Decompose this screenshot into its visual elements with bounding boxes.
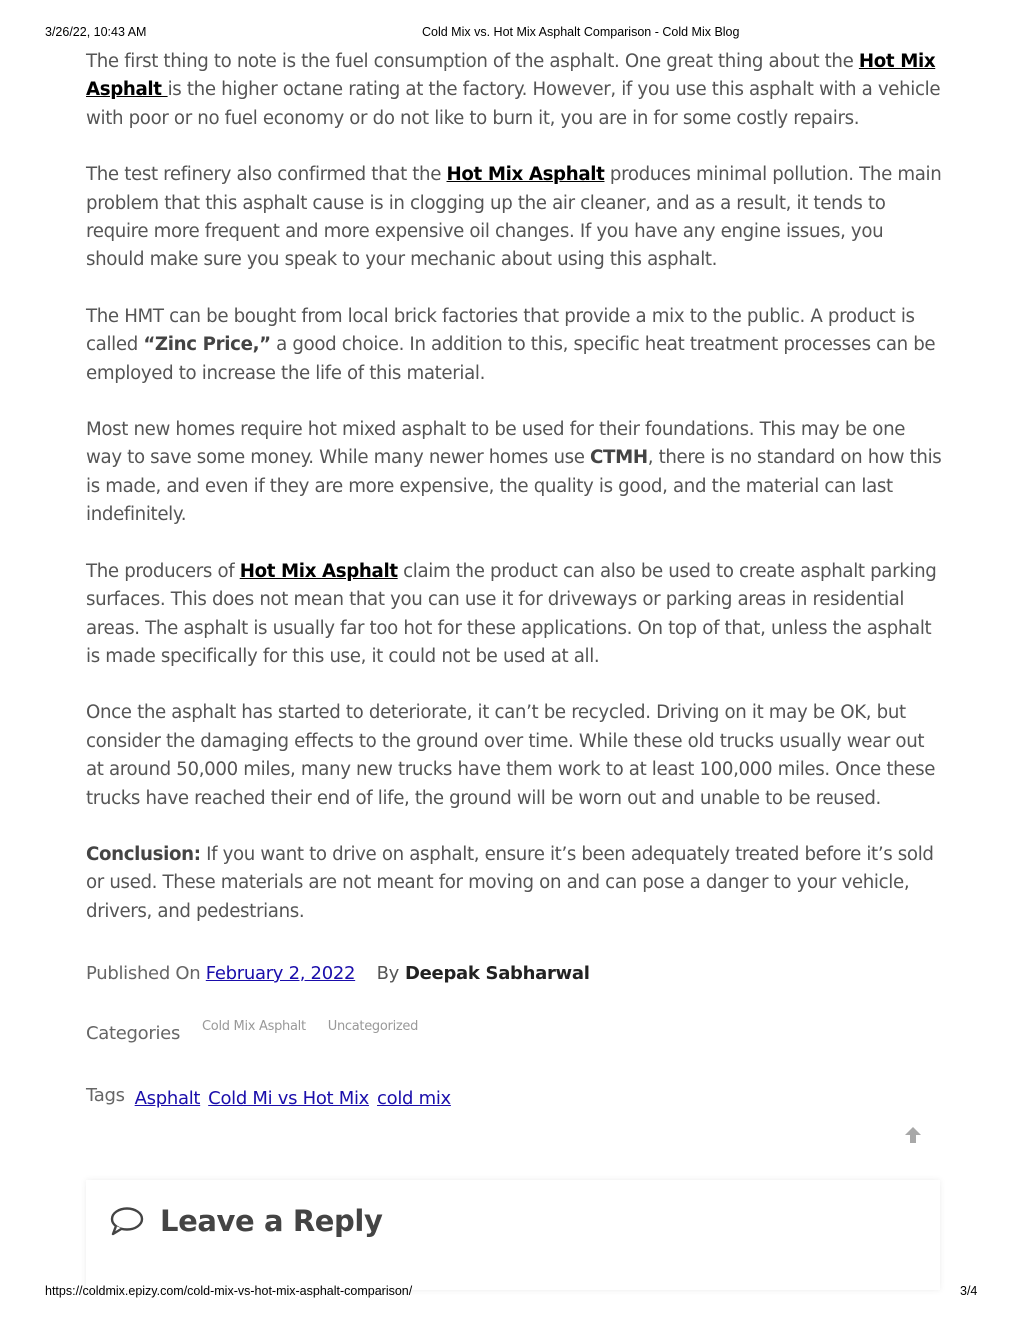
reply-heading bbox=[110, 1204, 382, 1238]
tag-link[interactable]: Asphalt bbox=[134, 1088, 201, 1109]
reply-section bbox=[86, 1180, 940, 1290]
category-link[interactable]: Cold Mix Asphalt bbox=[202, 1019, 306, 1034]
print-datetime: 3/26/22, 10:43 AM bbox=[45, 25, 147, 39]
print-footer bbox=[0, 1284, 1024, 1300]
paragraph-hmt: The HMT can be bought from local brick factories that provide a mix to the public. A product is called “Zinc Price,” a good choice. In addition to this, specific heat treatment processes can be employed to increase the life of this material. bbox=[86, 305, 936, 384]
published-date-link[interactable]: February 2, 2022 bbox=[205, 963, 356, 984]
paragraph-deteriorate: Once the asphalt has started to deteriorate, it can’t be recycled. Driving on it may be OK, but consider the damaging effects to the ground over time. While these old trucks usually wear out at around 50,000 miles, many new trucks have them work to at least 100,000 miles. Once these trucks have reached their end of life, the ground will be worn out and unable to be reused. bbox=[86, 702, 936, 809]
tags-label: Tags bbox=[86, 1085, 125, 1106]
article-body bbox=[86, 48, 942, 954]
paragraph-producers: The producers of Hot Mix Asphalt claim the product can also be used to create asphalt parking surfaces. This does not mean that you can use it for driveways or parking areas in residential areas. The asphalt is usually far too hot for these applications. On top of that, unless the asphalt is made specifically for this use, it could not be used at all. bbox=[86, 560, 937, 667]
hot-mix-asphalt-link[interactable]: Hot Mix Asphalt bbox=[239, 560, 398, 582]
by-label: By bbox=[376, 963, 399, 984]
print-page-number: 3/4 bbox=[960, 1284, 978, 1298]
scroll-to-top-icon[interactable] bbox=[903, 1125, 923, 1145]
categories bbox=[86, 1019, 419, 1044]
categories-label: Categories bbox=[86, 1023, 181, 1044]
category-link[interactable]: Uncategorized bbox=[327, 1019, 419, 1034]
paragraph-conclusion: Conclusion: If you want to drive on asphalt, ensure it’s been adequately treated before it’s sold or used. These materials are not meant for moving on and can pose a danger to your vehicle, drivers, and pedestrians. bbox=[86, 843, 934, 922]
print-url: https://coldmix.epizy.com/cold-mix-vs-hot-mix-asphalt-comparison/ bbox=[45, 1284, 413, 1298]
print-header bbox=[0, 25, 1024, 41]
print-page-title: Cold Mix vs. Hot Mix Asphalt Comparison - Cold Mix Blog bbox=[422, 25, 740, 39]
published-label: Published On bbox=[86, 963, 206, 984]
hot-mix-asphalt-link[interactable]: Hot Mix Asphalt bbox=[86, 51, 936, 101]
ctmh-emphasis: CTMH bbox=[590, 447, 648, 469]
zinc-price-emphasis: “Zinc Price,” bbox=[143, 334, 271, 356]
paragraph-homes: Most new homes require hot mixed asphalt to be used for their foundations. This may be one way to save some money. While many newer homes use CTMH, there is no standard on how this is made, and even if they are more expensive, the quality is good, and the material can last indefinitely. bbox=[86, 419, 942, 526]
tags bbox=[86, 1085, 451, 1109]
tag-link[interactable]: Cold Mi vs Hot Mix bbox=[208, 1088, 370, 1109]
hot-mix-asphalt-link[interactable]: Hot Mix Asphalt bbox=[446, 164, 605, 186]
paragraph-refinery: The test refinery also confirmed that the Hot Mix Asphalt produces minimal pollution. The main problem that this asphalt cause is in clogging up the air cleaner, and as a result, it tends to require more frequent and more expensive oil changes. If you have any engine issues, you should make sure you speak to your mechanic about using this asphalt. bbox=[86, 164, 942, 271]
comment-icon bbox=[110, 1206, 144, 1236]
tag-link[interactable]: cold mix bbox=[377, 1088, 451, 1109]
post-meta bbox=[86, 963, 590, 984]
conclusion-label: Conclusion: bbox=[86, 843, 201, 865]
paragraph-fuel: The first thing to note is the fuel consumption of the asphalt. One great thing about the Hot Mix Asphalt is the higher octane rating at the factory. However, if you use this asphalt with a vehicle with poor or no fuel economy or do not like to burn it, you are in for some costly repairs. bbox=[86, 51, 941, 129]
author-name: Deepak Sabharwal bbox=[405, 963, 590, 984]
reply-title: Leave a Reply bbox=[160, 1204, 383, 1238]
